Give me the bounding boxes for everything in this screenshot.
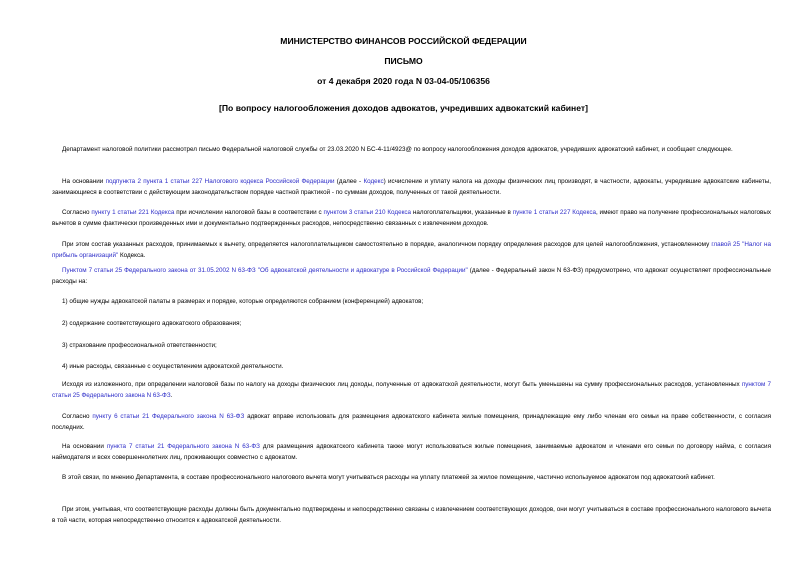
link-article-210[interactable]: пунктом 3 статьи 210 Кодекса — [323, 209, 412, 216]
link-article-227[interactable]: пункте 1 статьи 227 Кодекса — [512, 209, 596, 216]
link-code[interactable]: Кодекс — [363, 178, 384, 185]
paragraph-3-text-4: , имеют право на получение профессиональных налоговых вычетов в сумме фактически произведенных ими и документально подтвержденных расходов, непосредственно связанных с извлечением доходов. — [52, 209, 772, 227]
paragraph-7-text-2: адвокат вправе использовать для размещения адвокатского кабинета жилые помещения, принадлежащие ему либо членам его семьи на праве собственности, с согласия последних. — [52, 413, 772, 431]
link-law-63fz-article-25-p7[interactable]: пунктом 7 статьи 25 Федерального закона N 63-ФЗ — [52, 381, 772, 399]
link-law-63fz-article-21-p7[interactable]: пункта 7 статьи 21 Федерального закона N 63-ФЗ — [106, 443, 260, 450]
paragraph-6-text-2: . — [170, 391, 173, 399]
paragraph-2 — [52, 177, 771, 198]
paragraph-2-text-3: ) исчисление и уплату налога на доходы физических лиц производят, в частности, адвокаты, учредившие адвокатские кабинеты, занимающиеся в соответствии с действующим законодательством порядке частной практикой - по суммам доходов, полученных от такой деятельности. — [52, 178, 772, 196]
document-type: ПИСЬМО — [384, 56, 423, 66]
link-law-63fz-article-25[interactable]: Пунктом 7 статьи 25 Федерального закона от 31.05.2002 N 63-ФЗ "Об адвокатской деятельности и адвокатуре в Российской Федерации" — [62, 267, 468, 274]
list-item-2: 2) содержание соответствующего адвокатского образования; — [62, 320, 242, 327]
paragraph-4-text-1: При этом состав указанных расходов, принимаемых к вычету, определяется налогоплательщиком самостоятельно в порядке, аналогичном порядку определения расходов для целей налогообложения, установленному — [62, 241, 712, 248]
paragraph-2-text-1: На основании — [62, 178, 106, 185]
paragraph-3-text-1: Согласно — [62, 209, 92, 216]
paragraph-7 — [52, 412, 771, 433]
paragraph-3-text-2: при исчислении налоговой базы в соответствии с — [174, 209, 324, 216]
paragraph-5-text-1: (далее - Федеральный закон N 63-ФЗ) предусмотрено, что адвокат осуществляет профессиональные расходы на: — [52, 267, 772, 285]
link-chapter-25[interactable]: главой 25 "Налог на прибыль организаций" — [52, 241, 771, 259]
paragraph-3 — [52, 208, 771, 229]
paragraph-8-text-1: На основании — [62, 443, 107, 450]
paragraph-7-text-1: Согласно — [62, 413, 93, 420]
list-item-1: 1) общие нужды адвокатской палаты в размерах и порядке, которые определяются собранием (конференцией) адвокатов; — [62, 298, 424, 305]
paragraph-1: Департамент налоговой политики рассмотрел письмо Федеральной налоговой службы от 23.03.2020 N БС-4-11/4923@ по вопросу налогообложения доходов адвокатов, учредивших адвокатский кабинет, и сообщает следующее. — [62, 146, 733, 153]
link-law-63fz-article-21-p6[interactable]: пункту 6 статьи 21 Федерального закона N 63-ФЗ — [92, 413, 245, 420]
paragraph-6-text-1: Исходя из изложенного, при определении налоговой базы по налогу на доходы физических лиц доходы, полученные от адвокатской деятельности, могут быть уменьшены на сумму профессиональных расходов, установленных — [62, 381, 742, 388]
paragraph-8-text-2: для размещения адвокатского кабинета также могут использоваться жилые помещения, занимаемые адвокатом и членами его семьи по договору найма, с согласия наймодателя и всех совершеннолетних лиц, проживающих совместно с адвокатом. — [52, 443, 771, 461]
list-item-4: 4) иные расходы, связанные с осуществлением адвокатской деятельности. — [62, 363, 284, 370]
paragraph-3-text-3: налогоплательщики, указанные в — [411, 209, 513, 216]
document-subject: [По вопросу налогообложения доходов адвокатов, учредивших адвокатский кабинет] — [219, 103, 588, 113]
list-item-3: 3) страхование профессиональной ответственности; — [62, 342, 217, 349]
paragraph-8 — [52, 442, 771, 463]
ministry-heading: МИНИСТЕРСТВО ФИНАНСОВ РОССИЙСКОЙ ФЕДЕРАЦИИ — [280, 36, 527, 46]
paragraph-5 — [52, 266, 771, 287]
paragraph-2-text-2: (далее - — [334, 178, 364, 185]
link-tax-code-227[interactable]: подпункта 2 пункта 1 статьи 227 Налогового кодекса Российской Федерации — [105, 178, 335, 185]
paragraph-6 — [52, 380, 771, 401]
paragraph-4-text-2: Кодекса. — [118, 251, 146, 259]
paragraph-10: При этом, учитывая, что соответствующие расходы должны быть документально подтверждены и непосредственно связаны с извлечением соответствующих доходов, они могут учитываться в составе профессионального налогового вычета в той части, которая непосредственно относится к адвокатской деятельности. — [52, 506, 771, 524]
paragraph-9: В этой связи, по мнению Департамента, в составе профессионального налогового вычета могут учитываться расходы на уплату платежей за жилое помещение, частично используемое адвокатом под адвокатский кабинет. — [62, 474, 715, 481]
link-article-221[interactable]: пункту 1 статьи 221 Кодекса — [91, 209, 175, 216]
paragraph-4 — [52, 240, 771, 261]
document-date-number: от 4 декабря 2020 года N 03-04-05/106356 — [317, 76, 490, 86]
